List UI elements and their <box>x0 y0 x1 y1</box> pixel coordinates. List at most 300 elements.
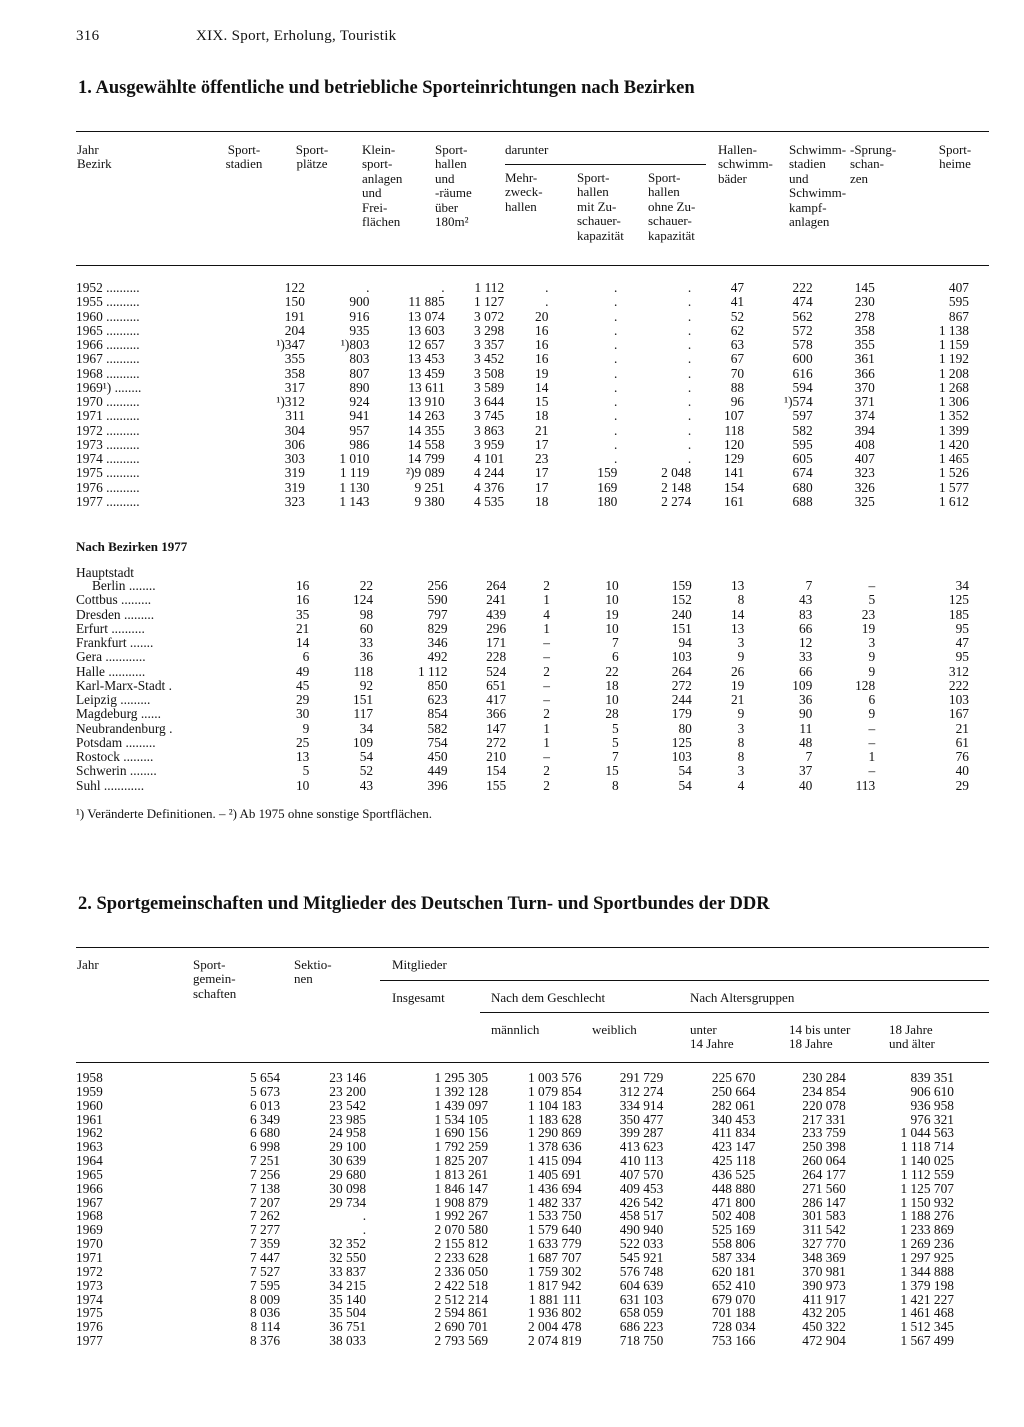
table-cell: 590 <box>427 592 448 608</box>
table-row <box>76 310 969 324</box>
table-cell: 35 <box>295 606 310 622</box>
table-row <box>76 1237 954 1251</box>
table-cell: 296 <box>486 620 507 636</box>
table2-mitglieder-rule <box>380 980 989 981</box>
table-cell: 41 <box>730 294 745 310</box>
table1-header-darunter: darunter <box>505 142 549 157</box>
table-cell: 407 570 <box>619 1166 664 1182</box>
table2-header-unter14: unter 14 Jahre <box>690 1022 734 1052</box>
row-label: Potsdam ......... <box>76 734 156 750</box>
table-cell: 125 <box>948 592 969 608</box>
table-cell: 22 <box>359 578 374 593</box>
table-row <box>76 650 969 664</box>
table-cell: 109 <box>792 677 813 693</box>
table-cell: 21 <box>295 620 310 636</box>
table-cell: 159 <box>597 465 618 481</box>
table-cell: 109 <box>353 734 374 750</box>
table-cell: 2 422 518 <box>434 1277 489 1293</box>
table-cell: 28 <box>605 706 619 722</box>
table-cell: 413 623 <box>619 1139 664 1155</box>
table-cell: 122 <box>284 280 305 295</box>
table-cell: 63 <box>730 337 745 352</box>
table2-title: 2. Sportgemeinschaften und Mitglieder des Deutschen Turn- und Sportbundes der DDR <box>78 894 770 914</box>
table-cell: . <box>613 394 618 409</box>
table-cell: 1 633 779 <box>527 1236 582 1252</box>
table-cell: 10 <box>605 578 619 593</box>
table-cell: 6 998 <box>249 1139 281 1155</box>
table-cell: 19 <box>605 606 619 622</box>
table-row <box>76 338 969 352</box>
table-cell: 522 033 <box>619 1236 664 1252</box>
table-cell: 250 398 <box>802 1139 846 1155</box>
table-cell: 40 <box>955 763 969 779</box>
row-label: 1975 .......... <box>76 465 140 481</box>
table-cell: 9 380 <box>414 493 445 509</box>
table-cell: 890 <box>349 379 370 395</box>
table-cell: 867 <box>948 308 969 324</box>
table-cell: 7 262 <box>249 1208 281 1224</box>
table-cell: 366 <box>854 365 875 381</box>
table-cell: 4 <box>737 777 745 793</box>
table-cell: 118 <box>353 663 374 679</box>
table-cell: 43 <box>798 592 813 608</box>
table-cell: 688 <box>792 493 813 509</box>
table-cell: 1 439 097 <box>434 1097 489 1113</box>
table-cell: – <box>868 763 876 779</box>
table-cell: 1 567 499 <box>900 1333 954 1349</box>
table-cell: 52 <box>730 308 745 324</box>
table2-rows <box>76 1071 954 1348</box>
table-cell: 1 125 707 <box>900 1180 954 1196</box>
table-cell: 13 459 <box>407 365 445 381</box>
table-cell: 25 <box>295 734 310 750</box>
table-cell: 117 <box>353 706 374 722</box>
table-cell: 319 <box>284 465 305 481</box>
table-cell: 3 745 <box>474 408 505 424</box>
table-row <box>76 324 969 338</box>
table-cell: 13 603 <box>407 322 445 338</box>
table-cell: 3 <box>868 635 876 650</box>
table-cell: 1 344 888 <box>900 1263 954 1279</box>
table-cell: 141 <box>724 465 745 481</box>
table-cell: 240 <box>671 606 692 622</box>
table-cell: 145 <box>854 280 875 295</box>
table-cell: 807 <box>349 365 370 381</box>
table-cell: 103 <box>948 692 969 707</box>
table-cell: . <box>687 422 692 438</box>
table-row <box>76 1071 954 1085</box>
table-cell: 210 <box>486 749 507 764</box>
table-row <box>76 1223 954 1237</box>
table1-header-sporthallen: Sport- hallen und -räume über 180m² <box>435 142 472 230</box>
table-cell: 1 352 <box>938 408 969 424</box>
table-cell: 9 251 <box>414 479 445 495</box>
table-cell: 1 143 <box>339 493 370 509</box>
table-cell: 8 <box>737 749 745 764</box>
table-cell: 13 910 <box>407 394 445 409</box>
table-cell: 6 <box>302 649 310 665</box>
table-cell: – <box>543 749 550 764</box>
table-cell: 52 <box>359 763 374 779</box>
table-cell: 83 <box>798 606 813 622</box>
table-cell: 151 <box>353 692 374 707</box>
table-cell: 3 <box>737 635 745 650</box>
table-cell: 1 825 207 <box>434 1153 489 1169</box>
table-row <box>76 1334 954 1348</box>
table-cell: 33 <box>798 649 813 665</box>
table-cell: . <box>362 1208 367 1224</box>
table-cell: 95 <box>955 620 969 636</box>
table-cell: 30 639 <box>329 1153 367 1169</box>
table-cell: 8 <box>737 734 745 750</box>
table-cell: 62 <box>730 322 745 338</box>
table-cell: 7 <box>612 635 619 650</box>
table-cell: 230 284 <box>802 1070 846 1085</box>
row-label: Rostock ......... <box>76 749 154 764</box>
table1-header-sprungschanzen: -Sprung- schan- zen <box>850 142 897 186</box>
table-cell: 1 112 559 <box>900 1166 954 1182</box>
table2-header-insgesamt: Insgesamt <box>392 990 445 1005</box>
table-cell: 264 <box>671 663 692 679</box>
table-cell: 1 150 932 <box>900 1194 954 1210</box>
table-cell: 312 274 <box>619 1083 664 1099</box>
table-cell: 2 155 812 <box>434 1236 489 1252</box>
table-cell: 582 <box>792 422 813 438</box>
table-cell: 36 751 <box>329 1319 367 1335</box>
table-cell: 36 <box>798 692 813 707</box>
table-cell: 15 <box>535 394 549 409</box>
row-label: 1969¹) ........ <box>76 379 142 395</box>
row-label: Magdeburg ...... <box>76 706 161 722</box>
table-cell: – <box>543 635 550 650</box>
table1-header-year: Jahr Bezirk <box>77 142 112 172</box>
table-cell: 124 <box>353 592 374 608</box>
table2-header-14bis18: 14 bis unter 18 Jahre <box>789 1022 851 1052</box>
row-label: Halle ........... <box>76 663 146 679</box>
table-cell: 13 453 <box>407 351 445 367</box>
table-row <box>76 1293 954 1307</box>
table-cell: 323 <box>854 465 875 481</box>
table-cell: 264 <box>486 578 507 593</box>
table-cell: 1 112 <box>417 663 448 679</box>
table-cell: 8 <box>612 777 619 793</box>
table2-header-sektionen: Sektio- nen <box>294 957 332 987</box>
table2-header-weiblich: weiblich <box>592 1022 637 1037</box>
table-cell: 407 <box>948 280 969 295</box>
table-cell: 6 <box>612 649 619 665</box>
table-cell: 306 <box>284 436 305 452</box>
table-cell: 9 <box>868 649 876 665</box>
table-cell: 241 <box>486 592 507 608</box>
table-cell: 1 208 <box>938 365 969 381</box>
table-row <box>76 466 969 480</box>
section-title: XIX. Sport, Erholung, Touristik <box>196 28 397 44</box>
table-cell: 1 130 <box>339 479 370 495</box>
table-cell: 935 <box>349 322 370 338</box>
table-cell: 545 921 <box>619 1249 664 1265</box>
table-cell: . <box>687 351 692 367</box>
table-cell: 191 <box>284 308 305 324</box>
table-cell: . <box>613 308 618 324</box>
table-cell: 234 854 <box>802 1083 846 1099</box>
table1-darunter-rule <box>505 164 706 165</box>
table-cell: 9 <box>737 649 745 665</box>
table-cell: 1 306 <box>938 394 969 409</box>
table-cell: 14 <box>535 379 549 395</box>
table-cell: 1 138 <box>938 322 969 338</box>
table1-header-mehrzweck: Mehr- zweck- hallen <box>505 170 543 214</box>
table-cell: 9 <box>737 706 745 722</box>
table-cell: 47 <box>730 280 745 295</box>
table-cell: 7 359 <box>249 1236 281 1252</box>
table-row <box>76 1140 954 1154</box>
table-cell: – <box>543 677 550 693</box>
table-cell: 2 148 <box>661 479 692 495</box>
table-cell: 129 <box>724 451 745 466</box>
table-cell: ¹)574 <box>784 394 813 409</box>
table-cell: 1 399 <box>938 422 969 438</box>
row-label: Leipzig ......... <box>76 692 151 707</box>
table-cell: 3 <box>737 720 745 736</box>
table-cell: 1 420 <box>938 436 969 452</box>
table1-header-schwimmstadien: Schwimm- stadien und Schwimm- kampf- anlagen <box>789 142 847 230</box>
table-cell: . <box>441 280 445 295</box>
table-cell: 396 <box>427 777 448 793</box>
table-row <box>76 481 969 495</box>
table-cell: 32 550 <box>329 1249 367 1265</box>
table-cell: 582 <box>427 720 448 736</box>
table-cell: 3 <box>737 763 745 779</box>
table-cell: 1 127 <box>474 294 505 310</box>
row-label: 1973 <box>76 1277 103 1293</box>
table-cell: 21 <box>730 692 745 707</box>
row-label: 1965 .......... <box>76 322 140 338</box>
table-cell: 900 <box>349 294 370 310</box>
table-cell: 120 <box>724 436 745 452</box>
table-cell: 161 <box>724 493 745 509</box>
table-cell: 854 <box>427 706 448 722</box>
table-row <box>76 1113 954 1127</box>
row-label: 1961 <box>76 1111 103 1127</box>
table-cell: 371 <box>854 394 875 409</box>
table-cell: 185 <box>948 606 969 622</box>
table-row <box>76 693 969 707</box>
table-cell: 1 <box>543 592 550 608</box>
table-cell: 600 <box>792 351 813 367</box>
table-cell: 426 542 <box>619 1194 664 1210</box>
table-row <box>76 1306 954 1320</box>
table-cell: 7 527 <box>249 1263 281 1279</box>
table-cell: 11 <box>799 720 813 736</box>
table-cell: 301 583 <box>802 1208 846 1224</box>
table-cell: 679 070 <box>711 1291 756 1307</box>
table-row <box>76 452 969 466</box>
table-cell: 204 <box>284 322 305 338</box>
table-cell: 658 059 <box>619 1305 664 1321</box>
table2-top-rule <box>76 947 989 948</box>
row-label: Berlin ........ <box>92 578 156 593</box>
table-cell: 228 <box>486 649 507 665</box>
table-cell: 623 <box>427 692 448 707</box>
table-cell: 471 800 <box>711 1194 756 1210</box>
table-cell: 125 <box>671 734 692 750</box>
table-cell: 5 <box>868 592 876 608</box>
row-label: Dresden ......... <box>76 606 155 622</box>
table-cell: 620 181 <box>711 1263 756 1279</box>
table-cell: 17 <box>535 436 549 452</box>
table-row <box>76 1209 954 1223</box>
table-cell: 1 759 302 <box>527 1263 582 1279</box>
table-cell: 16 <box>295 592 310 608</box>
table-cell: 1 290 869 <box>527 1125 582 1141</box>
table-cell: ¹)347 <box>276 337 305 352</box>
table-cell: 358 <box>284 365 305 381</box>
table-cell: 256 <box>427 578 448 593</box>
table-cell: 350 477 <box>619 1111 664 1127</box>
table-cell: 1 119 <box>339 465 370 481</box>
table-cell: 17 <box>535 479 549 495</box>
table1-footnote: ¹) Veränderte Definitionen. – ²) Ab 1975 ohne sonstige Sportflächen. <box>76 806 432 821</box>
table-cell: 23 542 <box>329 1097 367 1113</box>
table-row <box>76 1320 954 1334</box>
table-cell: 94 <box>678 635 692 650</box>
table-cell: . <box>613 322 618 338</box>
table-cell: 29 100 <box>329 1139 367 1155</box>
table-cell: 311 <box>285 408 305 424</box>
table-cell: 2 074 819 <box>527 1333 582 1349</box>
table-row <box>76 1099 954 1113</box>
table-cell: 449 <box>427 763 448 779</box>
row-label: 1964 <box>76 1153 103 1169</box>
table-cell: 986 <box>349 436 370 452</box>
table-row <box>76 1168 954 1182</box>
row-label: 1966 .......... <box>76 337 140 352</box>
table-cell: 26 <box>730 663 745 679</box>
table-cell: 7 <box>805 578 813 593</box>
table1-header-rule <box>76 265 989 266</box>
table-cell: 1 268 <box>938 379 969 395</box>
table-cell: 1 188 276 <box>900 1208 954 1224</box>
table-cell: 1 533 750 <box>527 1208 582 1224</box>
row-label: Gera ............ <box>76 649 146 665</box>
table2-header-sportgemeinschaften: Sport- gemein- schaften <box>193 957 237 1001</box>
table-cell: 370 981 <box>802 1263 846 1279</box>
table1-top-rule <box>76 131 989 132</box>
table-cell: . <box>613 408 618 424</box>
table-row <box>76 722 969 736</box>
table-row <box>76 1251 954 1265</box>
table-cell: 2 <box>543 763 550 779</box>
table-cell: 317 <box>284 379 305 395</box>
table-cell: . <box>687 365 692 381</box>
table-cell: 334 914 <box>619 1097 664 1113</box>
table-cell: 374 <box>854 408 875 424</box>
table-cell: 450 322 <box>802 1319 846 1335</box>
table-cell: . <box>687 436 692 452</box>
row-label: Schwerin ........ <box>76 763 157 779</box>
table-cell: 5 <box>612 734 619 750</box>
table-row <box>76 579 969 593</box>
table-cell: 6 <box>868 692 876 707</box>
table-cell: 40 <box>798 777 813 793</box>
table-cell: 128 <box>855 677 876 693</box>
table-cell: 272 <box>671 677 692 693</box>
table-cell: 1 992 267 <box>434 1208 489 1224</box>
row-label: 1960 <box>76 1097 103 1113</box>
table-cell: 370 <box>854 379 875 395</box>
table-cell: 291 729 <box>619 1070 664 1085</box>
table-cell: 264 177 <box>802 1166 846 1182</box>
table-cell: 7 277 <box>249 1222 281 1238</box>
table-row <box>76 679 969 693</box>
table-row <box>76 764 969 778</box>
table-cell: 159 <box>671 578 692 593</box>
table-cell: 12 <box>798 635 813 650</box>
table-cell: 1 044 563 <box>900 1125 954 1141</box>
table-cell: 2 690 701 <box>434 1319 489 1335</box>
table-cell: 631 103 <box>619 1291 664 1307</box>
table-cell: 95 <box>955 649 969 665</box>
table-cell: 7 <box>805 749 813 764</box>
row-label: Frankfurt ....... <box>76 635 154 650</box>
table-cell: 409 453 <box>619 1180 664 1196</box>
table-row <box>76 707 969 721</box>
table-cell: 154 <box>724 479 745 495</box>
table-cell: 20 <box>535 308 549 324</box>
table-cell: 524 <box>486 663 507 679</box>
table-cell: 250 664 <box>711 1083 756 1099</box>
table-cell: 96 <box>730 394 745 409</box>
table-cell: 3 863 <box>474 422 505 438</box>
table-cell: 652 410 <box>711 1277 756 1293</box>
table-cell: 803 <box>349 351 370 367</box>
table-cell: 1 415 094 <box>527 1153 582 1169</box>
table-cell: 80 <box>678 720 692 736</box>
table-cell: 2 793 569 <box>434 1333 489 1349</box>
table-cell: 1 118 714 <box>900 1139 954 1155</box>
table-cell: 595 <box>948 294 969 310</box>
table2-header-rule <box>76 1062 989 1063</box>
table-cell: 8 114 <box>250 1319 281 1335</box>
row-label: 1967 <box>76 1194 103 1210</box>
table-cell: . <box>613 294 618 310</box>
table-cell: . <box>613 436 618 452</box>
table-cell: 43 <box>359 777 374 793</box>
table-cell: 11 885 <box>408 294 445 310</box>
table-cell: . <box>687 408 692 424</box>
table-row <box>76 1154 954 1168</box>
table-cell: 16 <box>535 351 549 367</box>
table-cell: 4 376 <box>474 479 505 495</box>
table-cell: 728 034 <box>711 1319 756 1335</box>
table-cell: 312 <box>948 663 969 679</box>
table-cell: 6 349 <box>249 1111 281 1127</box>
table-cell: – <box>543 692 550 707</box>
table-cell: 1 <box>543 720 550 736</box>
table-cell: . <box>545 280 549 295</box>
table-cell: 1 405 691 <box>527 1166 582 1182</box>
row-label: 1971 <box>76 1249 103 1265</box>
table-cell: 14 355 <box>407 422 445 438</box>
table-cell: 7 447 <box>249 1249 281 1265</box>
table-cell: 408 <box>854 436 875 452</box>
table-cell: 13 <box>730 578 745 593</box>
table-cell: 303 <box>284 451 305 466</box>
row-label: 1973 .......... <box>76 436 140 452</box>
table-row <box>76 593 969 607</box>
table-cell: 2 070 580 <box>434 1222 489 1238</box>
table-cell: 3 959 <box>474 436 505 452</box>
